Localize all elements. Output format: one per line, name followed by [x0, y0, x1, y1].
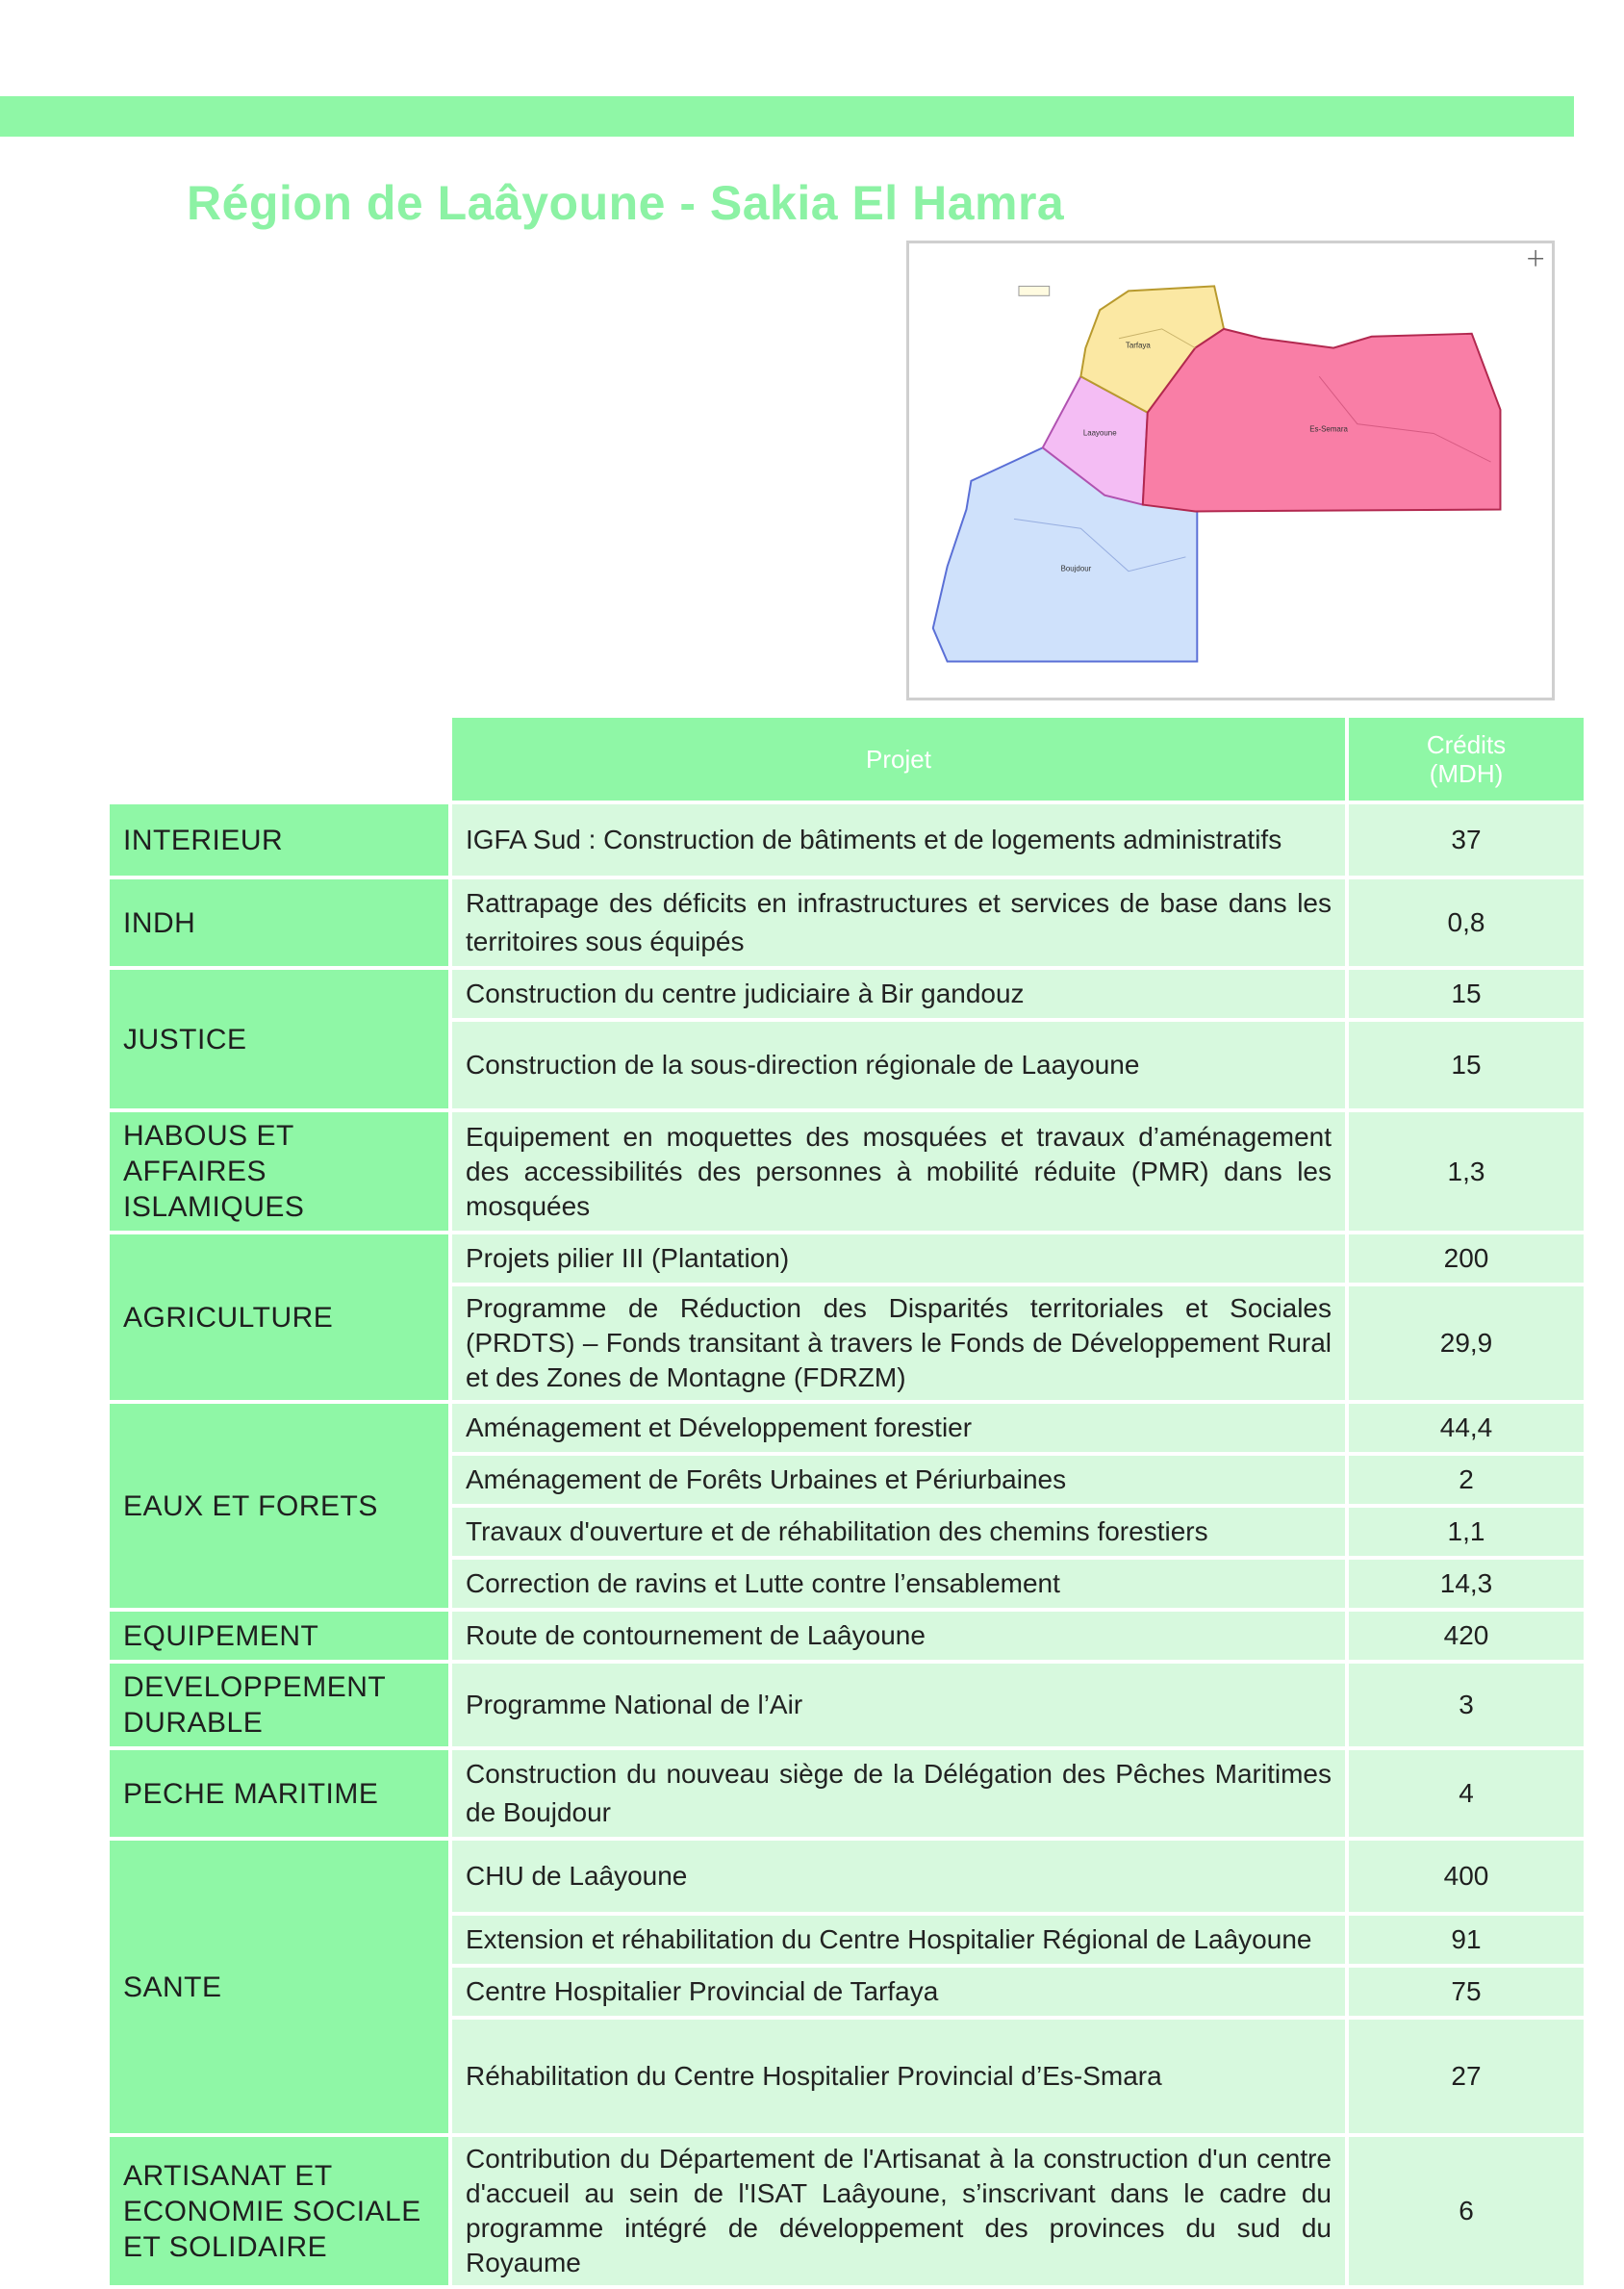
table-header-row: [110, 718, 1584, 801]
map-legend-chip: [1019, 286, 1050, 295]
region-map-svg: [909, 243, 1552, 698]
credit-cell: 14,3: [1349, 1560, 1584, 1608]
table-row: [110, 1404, 1584, 1452]
credit-cell: 2: [1349, 1456, 1584, 1504]
table-row: [110, 1612, 1584, 1660]
project-cell: Centre Hospitalier Provincial de Tarfaya: [452, 1968, 1345, 2016]
project-cell: Route de contournement de Laâyoune: [452, 1612, 1345, 1660]
header-credits-line1: Crédits: [1426, 730, 1507, 759]
page-title: Région de Laâyoune - Sakia El Hamra: [187, 176, 1065, 230]
credit-cell: 75: [1349, 1968, 1584, 2016]
credit-cell: 1,1: [1349, 1508, 1584, 1556]
table-row: [110, 1841, 1584, 1912]
project-cell: Equipement en moquettes des mosquées et travaux d’aménagement des accessibilités des personnes à mobilité réduite (PMR) dans les mosquées: [452, 1112, 1345, 1231]
project-cell: Programme National de l’Air: [452, 1664, 1345, 1746]
ministry-cell: AGRICULTURE: [110, 1234, 448, 1400]
ministry-cell: SANTE: [110, 1841, 448, 2133]
table-row: [110, 804, 1584, 876]
ministry-cell: HABOUS ET AFFAIRES ISLAMIQUES: [110, 1112, 448, 1231]
map-label-es-semara: Es-Semara: [1309, 424, 1348, 434]
credit-cell: 44,4: [1349, 1404, 1584, 1452]
project-cell: Extension et réhabilitation du Centre Hospitalier Régional de Laâyoune: [452, 1916, 1345, 1964]
table-row: [110, 1750, 1584, 1837]
project-cell: IGFA Sud : Construction de bâtiments et de logements administratifs: [452, 804, 1345, 876]
project-cell: Réhabilitation du Centre Hospitalier Provincial d’Es-Smara: [452, 2020, 1345, 2133]
project-cell: CHU de Laâyoune: [452, 1841, 1345, 1912]
credit-cell: 1,3: [1349, 1112, 1584, 1231]
project-cell: Programme de Réduction des Disparités territoriales et Sociales (PRDTS) – Fonds transitant à travers le Fonds de Développement Rural et des Zones de Montagne (FDRZM): [452, 1286, 1345, 1400]
table-row: [110, 970, 1584, 1018]
credit-cell: 200: [1349, 1234, 1584, 1283]
table-row: [110, 2137, 1584, 2285]
map-region-es-semara: [1143, 329, 1501, 512]
credit-cell: 3: [1349, 1664, 1584, 1746]
project-cell: Aménagement de Forêts Urbaines et Périurbaines: [452, 1456, 1345, 1504]
header-credits-line2: (MDH): [1429, 759, 1504, 788]
credit-cell: 91: [1349, 1916, 1584, 1964]
map-label-boujdour: Boujdour: [1060, 564, 1092, 573]
ministry-cell: JUSTICE: [110, 970, 448, 1108]
project-cell: Travaux d'ouverture et de réhabilitation des chemins forestiers: [452, 1508, 1345, 1556]
project-cell: Contribution du Département de l'Artisanat à la construction d'un centre d'accueil au sein de l'ISAT Laâyoune, s’inscrivant dans le cadre du programme intégré de développement des provinces du sud du Royaume: [452, 2137, 1345, 2285]
header-credits: [1349, 718, 1584, 801]
credit-cell: 0,8: [1349, 879, 1584, 966]
ministry-cell: ARTISANAT ET ECONOMIE SOCIALE ET SOLIDAIRE: [110, 2137, 448, 2285]
ministry-cell: INTERIEUR: [110, 804, 448, 876]
project-cell: Construction de la sous-direction régionale de Laayoune: [452, 1022, 1345, 1108]
ministry-cell: INDH: [110, 879, 448, 966]
ministry-cell: EQUIPEMENT: [110, 1612, 448, 1660]
project-cell: Construction du centre judiciaire à Bir gandouz: [452, 970, 1345, 1018]
project-cell: Aménagement et Développement forestier: [452, 1404, 1345, 1452]
credit-cell: 420: [1349, 1612, 1584, 1660]
credits-table: [106, 714, 1587, 2289]
credit-cell: 400: [1349, 1841, 1584, 1912]
credit-cell: 27: [1349, 2020, 1584, 2133]
credit-cell: 15: [1349, 970, 1584, 1018]
region-map: [906, 241, 1555, 700]
credit-cell: 37: [1349, 804, 1584, 876]
header-project: Projet: [452, 718, 1345, 801]
project-cell: Projets pilier III (Plantation): [452, 1234, 1345, 1283]
credit-cell: 15: [1349, 1022, 1584, 1108]
table-row: [110, 1234, 1584, 1283]
project-cell: Correction de ravins et Lutte contre l’ensablement: [452, 1560, 1345, 1608]
credit-cell: 4: [1349, 1750, 1584, 1837]
table-row: [110, 1112, 1584, 1231]
ministry-cell: DEVELOPPEMENT DURABLE: [110, 1664, 448, 1746]
credit-cell: 29,9: [1349, 1286, 1584, 1400]
project-cell: Rattrapage des déficits en infrastructures et services de base dans les territoires sous équipés: [452, 879, 1345, 966]
map-label-laayoune: Laayoune: [1082, 428, 1117, 438]
ministry-cell: EAUX ET FORETS: [110, 1404, 448, 1608]
table-row: [110, 1664, 1584, 1746]
project-cell: Construction du nouveau siège de la Délégation des Pêches Maritimes de Boujdour: [452, 1750, 1345, 1837]
header-blank-cell: [110, 718, 448, 801]
table-row: [110, 879, 1584, 966]
map-label-tarfaya: Tarfaya: [1125, 341, 1151, 350]
credit-cell: 6: [1349, 2137, 1584, 2285]
ministry-cell: PECHE MARITIME: [110, 1750, 448, 1837]
compass-icon: [1528, 250, 1543, 267]
top-accent-band: [0, 96, 1574, 137]
